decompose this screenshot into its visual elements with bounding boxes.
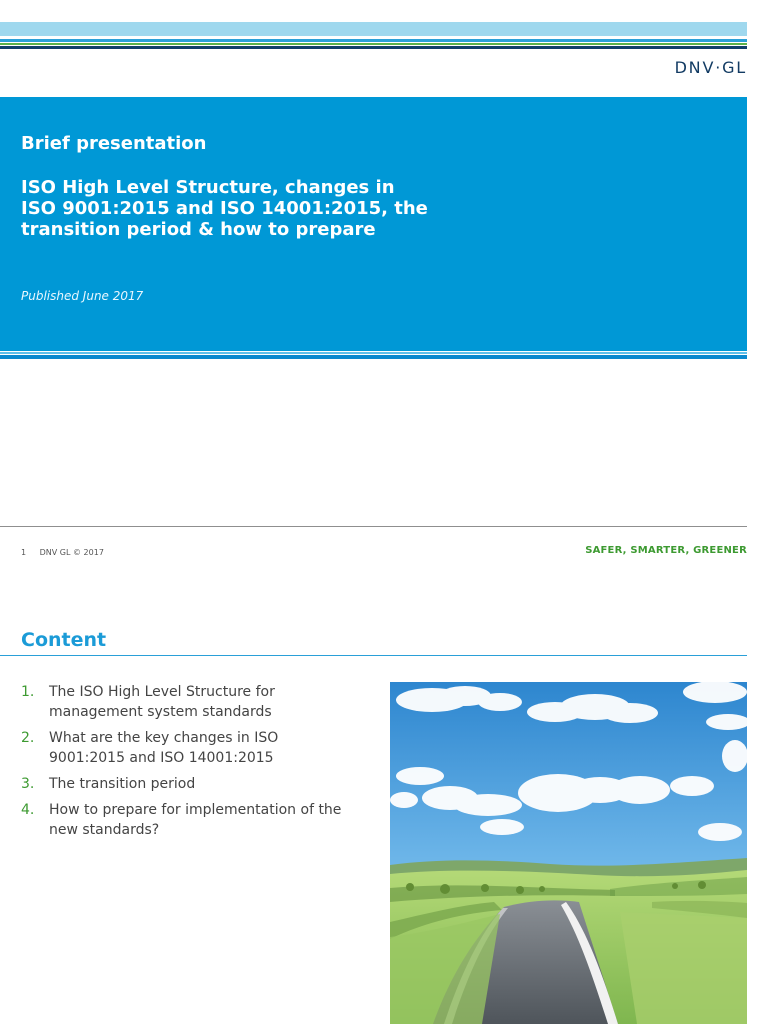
toc-item-number: 4. xyxy=(21,802,35,818)
toc-item-line: management system standards xyxy=(49,704,272,720)
content-slide xyxy=(0,575,768,1024)
toc-item-4 xyxy=(21,800,371,840)
title-banner-divider-dark xyxy=(0,355,747,359)
presentation-title xyxy=(21,177,501,240)
footer-tagline: SAFER, SMARTER, GREENER xyxy=(585,545,747,556)
toc-item-2 xyxy=(21,728,371,768)
title-banner-divider xyxy=(0,352,747,354)
title-line-3: transition period & how to prepare xyxy=(21,219,376,240)
content-title: Content xyxy=(21,629,107,651)
footer-left xyxy=(21,548,104,557)
toc-item-text xyxy=(49,728,278,768)
toc-item-text xyxy=(49,682,275,722)
dnv-gl-logo: DNV·GL xyxy=(674,58,747,77)
title-line-1: ISO High Level Structure, changes in xyxy=(21,177,395,198)
published-date: Published June 2017 xyxy=(21,289,144,303)
presentation-kicker: Brief presentation xyxy=(21,133,207,154)
toc-item-number: 2. xyxy=(21,730,35,746)
footer-divider xyxy=(0,526,747,527)
toc-item-3 xyxy=(21,774,371,794)
toc-item-text xyxy=(49,800,341,840)
road-landscape-photo xyxy=(390,682,747,1024)
toc-item-number: 3. xyxy=(21,776,35,792)
toc-item-1 xyxy=(21,682,371,722)
toc-item-line: How to prepare for implementation of the xyxy=(49,802,342,818)
title-line-2: ISO 9001:2015 and ISO 14001:2015, the xyxy=(21,198,428,219)
copyright: DNV GL © 2017 xyxy=(39,548,104,557)
toc-item-line: 9001:2015 and ISO 14001:2015 xyxy=(49,750,274,766)
toc-item-line: new standards? xyxy=(49,822,160,838)
table-of-contents xyxy=(21,682,371,846)
page-number: 1 xyxy=(21,548,27,557)
toc-item-line: The transition period xyxy=(49,776,196,792)
toc-item-line: What are the key changes in ISO xyxy=(49,730,279,746)
toc-item-number: 1. xyxy=(21,684,35,700)
content-title-underline xyxy=(0,655,747,656)
toc-item-text xyxy=(49,774,195,794)
toc-item-line: The ISO High Level Structure for xyxy=(49,684,275,700)
